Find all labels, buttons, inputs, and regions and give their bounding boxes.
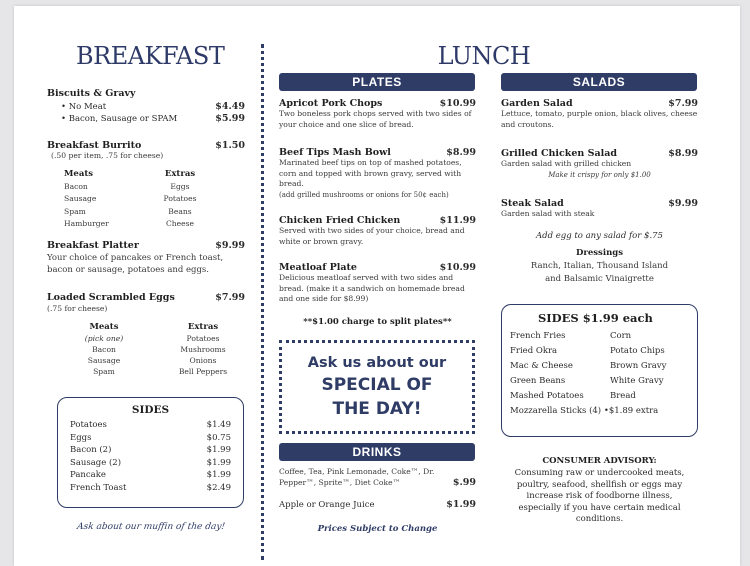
lunch-title: LUNCH bbox=[437, 42, 531, 70]
split-plates-note: **$1.00 charge to split plates** bbox=[303, 317, 452, 327]
item-price: $7.99 bbox=[668, 98, 698, 109]
extra-option: Beans bbox=[168, 206, 192, 216]
dressings-line: Ranch, Italian, Thousand Island bbox=[530, 261, 669, 271]
item-name: Meatloaf Plate bbox=[279, 262, 357, 273]
advisory-title: CONSUMER ADVISORY: bbox=[542, 456, 657, 466]
side-option: Fried Okra bbox=[510, 346, 558, 356]
sides-title: SIDES $1.99 each bbox=[538, 311, 653, 325]
scrambled-extras-column bbox=[172, 322, 234, 377]
special-line: Ask us about our bbox=[307, 355, 447, 371]
item-note: (.75 for cheese) bbox=[47, 304, 108, 313]
sides-right-column bbox=[610, 329, 666, 419]
side-name: Sausage (2) bbox=[70, 457, 122, 468]
side-option: Corn bbox=[610, 331, 632, 341]
item-description: Your choice of pancakes or French toast, bacon or sausage, potatoes and eggs. bbox=[47, 253, 224, 275]
salad-item bbox=[501, 98, 698, 130]
side-option: Mozzarella Sticks (4) •$1.89 extra bbox=[510, 406, 659, 416]
burrito-extras-column bbox=[152, 168, 208, 231]
muffin-note: Ask about our muffin of the day! bbox=[76, 522, 226, 532]
sides-title: SIDES bbox=[131, 404, 170, 416]
side-option: White Gravy bbox=[610, 376, 664, 386]
salads-header: SALADS bbox=[501, 73, 697, 91]
extra-option: Onions bbox=[189, 356, 217, 365]
drink-price: $1.99 bbox=[446, 499, 476, 510]
special-box bbox=[279, 340, 475, 434]
side-option: Potato Chips bbox=[610, 346, 665, 356]
item-description: Garden salad with steak bbox=[501, 209, 595, 218]
item-price: $10.99 bbox=[439, 262, 476, 273]
side-option: Mashed Potatoes bbox=[510, 391, 584, 401]
option-price: $4.49 bbox=[215, 101, 245, 112]
item-description: Served with two sides of your choice, bread and white or brown gravy. bbox=[279, 226, 465, 246]
meat-option: Spam bbox=[64, 206, 86, 216]
side-price: $2.49 bbox=[206, 482, 231, 493]
item-price: $7.99 bbox=[215, 292, 245, 303]
plate-item bbox=[279, 262, 476, 305]
breakfast-platter-item bbox=[47, 240, 245, 276]
breakfast-title: BREAKFAST bbox=[76, 42, 225, 70]
meat-option: Hamburger bbox=[64, 219, 109, 228]
meat-option: Sausage bbox=[64, 194, 97, 203]
item-description: Delicious meatloaf served with two sides and bread. (make it a sandwich on homemade bread and one side for $8.99) bbox=[279, 273, 465, 303]
side-name: French Toast bbox=[70, 482, 127, 493]
side-price: $1.99 bbox=[206, 470, 231, 480]
side-price: $0.75 bbox=[206, 432, 231, 443]
drink-name: Coffee, Tea, Pink Lemonade, Coke™, Dr. Pepper™, Sprite™, Diet Coke™ bbox=[279, 467, 435, 487]
item-description: Garden salad with grilled chicken bbox=[501, 159, 632, 168]
side-price: $1.49 bbox=[206, 420, 231, 430]
meat-option: Bacon bbox=[92, 345, 116, 354]
item-price: $9.99 bbox=[215, 240, 245, 251]
drinks-header: DRINKS bbox=[279, 443, 475, 461]
item-price: $8.99 bbox=[668, 148, 698, 159]
side-option: Green Beans bbox=[510, 376, 566, 386]
item-description: Two boneless pork chops served with two sides of your choice and one slice of bread. bbox=[279, 109, 472, 129]
meat-option: Sausage bbox=[87, 356, 121, 365]
drink-item bbox=[279, 499, 476, 510]
item-name: Loaded Scrambled Eggs bbox=[47, 292, 175, 303]
item-name: Beef Tips Mash Bowl bbox=[279, 147, 391, 158]
extra-option: Eggs bbox=[170, 181, 190, 191]
extra-option: Potatoes bbox=[186, 334, 220, 343]
item-name: Chicken Fried Chicken bbox=[279, 215, 401, 226]
item-note: (.50 per item, .75 for cheese) bbox=[51, 151, 164, 160]
special-line: SPECIAL OF bbox=[321, 375, 433, 395]
scrambled-eggs-item bbox=[47, 292, 245, 313]
item-name: Steak Salad bbox=[501, 198, 564, 209]
burrito-meats-column bbox=[64, 168, 124, 231]
item-name: Grilled Chicken Salad bbox=[501, 148, 618, 159]
item-extra: (add grilled mushrooms or onions for 50¢ each) bbox=[279, 190, 449, 199]
side-name: Pancake bbox=[70, 470, 106, 480]
scrambled-meats-column bbox=[78, 322, 130, 377]
salad-item bbox=[501, 198, 698, 220]
item-price: $10.99 bbox=[439, 98, 476, 109]
side-price: $1.99 bbox=[206, 457, 231, 468]
item-price: $8.99 bbox=[446, 147, 476, 158]
breakfast-burrito-item bbox=[47, 140, 245, 160]
item-name: Garden Salad bbox=[501, 98, 573, 109]
drink-name: Apple or Orange Juice bbox=[279, 500, 375, 510]
item-price: $11.99 bbox=[439, 215, 476, 226]
side-option: French Fries bbox=[510, 331, 566, 341]
meats-heading: Meats bbox=[89, 322, 119, 332]
side-option: Brown Gravy bbox=[610, 361, 667, 371]
extra-option: Mushrooms bbox=[180, 345, 226, 354]
advisory-text: Consuming raw or undercooked meats, poultry, seafood, shellfish or eggs may increase risk of foodborne illness, especially if you have certain medical conditions. bbox=[514, 468, 685, 524]
salad-item bbox=[501, 148, 698, 180]
side-name: Bacon (2) bbox=[70, 445, 112, 455]
plate-item bbox=[279, 147, 476, 200]
item-price: $1.50 bbox=[215, 140, 245, 151]
special-line: THE DAY! bbox=[332, 399, 422, 419]
meats-note: (pick one) bbox=[84, 334, 124, 343]
item-name: Breakfast Burrito bbox=[47, 140, 142, 151]
extra-option: Bell Peppers bbox=[178, 367, 228, 376]
extra-option: Potatoes bbox=[163, 194, 197, 203]
item-name: Apricot Pork Chops bbox=[279, 98, 383, 109]
extra-option: Cheese bbox=[165, 219, 195, 228]
item-price: $9.99 bbox=[668, 198, 698, 209]
egg-note: Add egg to any salad for $.75 bbox=[536, 231, 663, 241]
menu-page bbox=[14, 6, 740, 566]
prices-note: Prices Subject to Change bbox=[317, 524, 438, 534]
meat-option: Spam bbox=[93, 367, 115, 376]
dressings-line: and Balsamic Vinaigrette bbox=[545, 274, 654, 284]
plate-item bbox=[279, 98, 476, 130]
item-name: Biscuits & Gravy bbox=[47, 88, 136, 99]
item-description: Lettuce, tomato, purple onion, black olives, cheese and croutons. bbox=[501, 109, 698, 129]
plates-header: PLATES bbox=[279, 73, 475, 91]
extras-heading: Extras bbox=[164, 169, 196, 179]
biscuits-gravy-item bbox=[47, 88, 245, 124]
item-extra: Make it crispy for only $1.00 bbox=[548, 170, 651, 179]
side-name: Eggs bbox=[70, 432, 92, 443]
side-option: Bread bbox=[610, 391, 636, 401]
side-option: Mac & Cheese bbox=[510, 361, 573, 371]
side-name: Potatoes bbox=[70, 420, 107, 430]
meats-heading: Meats bbox=[64, 169, 94, 179]
drink-price: $.99 bbox=[452, 477, 476, 488]
dressings-title: Dressings bbox=[576, 248, 623, 258]
extras-heading: Extras bbox=[187, 322, 219, 332]
lunch-sides-box bbox=[501, 304, 698, 437]
side-price: $1.99 bbox=[206, 445, 231, 455]
plate-item bbox=[279, 215, 476, 247]
option-label: • Bacon, Sausage or SPAM bbox=[61, 114, 178, 124]
drink-item bbox=[279, 466, 476, 488]
item-name: Breakfast Platter bbox=[47, 240, 139, 251]
breakfast-sides-box bbox=[57, 397, 244, 508]
column-divider bbox=[261, 44, 264, 560]
option-label: • No Meat bbox=[61, 102, 107, 112]
item-description: Marinated beef tips on top of mashed potatoes, corn and topped with brown gravy, served with bread. bbox=[279, 158, 462, 188]
meat-option: Bacon bbox=[64, 181, 88, 191]
option-price: $5.99 bbox=[215, 113, 245, 124]
